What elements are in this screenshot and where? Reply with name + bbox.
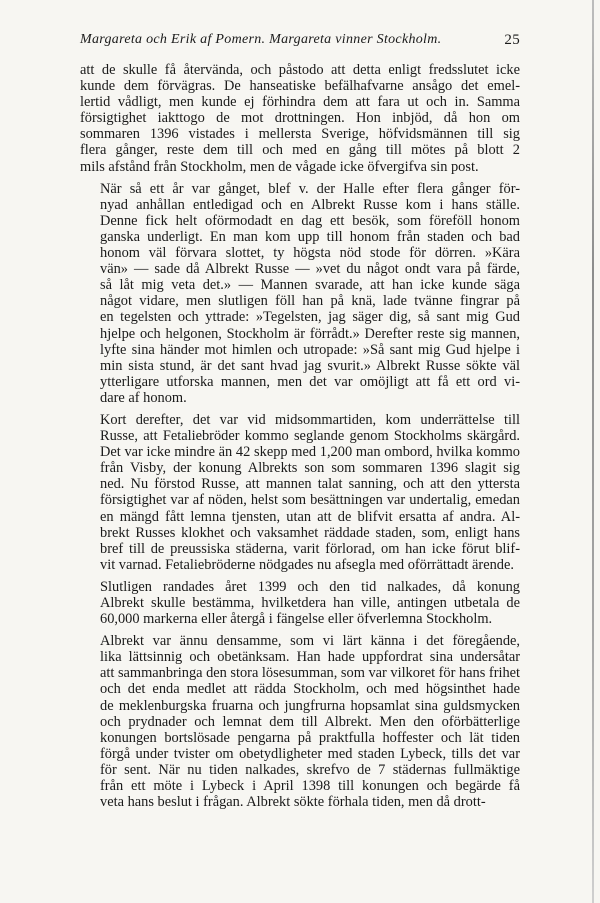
- text-line: förgå under tvister om obetydligheter med staden Lybeck, tills det var: [100, 745, 520, 762]
- text-line: Albrekt var ännu densamme, som vi lärt känna i det föregående,: [100, 633, 520, 650]
- running-title: Margareta och Erik af Pomern. Margareta vinner Stockholm.: [80, 32, 442, 47]
- paragraph: [80, 633, 520, 810]
- text-line: sommaren 1396 vistades i mellersta Sverige, höfvidsmännen till sig: [80, 126, 520, 143]
- text-line: vän» — sade då Albrekt Russe — »vet du något ondt vara på färde,: [100, 261, 520, 278]
- paragraph: [80, 412, 520, 573]
- text-line: Kort derefter, det var vid midsommartiden, kom underrättelse till: [100, 411, 520, 428]
- text-line: honom väl förvara slottet, ty högsta nöd stode för dörren. »Kära: [100, 245, 520, 262]
- text-line: kunde dem förvägras. De hanseatiske befälhafvarne ansågo det emel-: [80, 78, 520, 95]
- text-line: och det enda medlet att rädda Stockholm, och med högsinthet hade: [100, 681, 520, 698]
- text-line: hjelpe och helgonen, Stockholm är förrådt.» Derefter reste sig mannen,: [100, 325, 520, 342]
- text-line: ned. Nu förstod Russe, att mannen talat sanning, och att den yttersta: [100, 476, 520, 493]
- text-line: Albrekt skulle bestämma, hvilketdera han ville, antingen utbetala de: [100, 595, 520, 611]
- text-line: ganska underligt. En man kom upp till honom från staden och bad: [100, 228, 520, 245]
- text-line: en tegelsten och yttrade: »Tegelsten, jag säger dig, så sant mig Gud: [100, 309, 520, 326]
- body-text: [80, 62, 520, 816]
- text-line: nyad anhållan entledigad och en Albrekt Russe kom i hans ställe.: [100, 196, 520, 213]
- text-line: lika lättsinnig och obetänksam. Han hade uppfordrat sina undersåtar: [100, 649, 520, 666]
- text-line: Det var icke mindre än 42 skepp med 1,200 man ombord, hvilka kommo: [100, 444, 520, 461]
- text-line: Denne fick helt oförmodadt en dag ett besök, som föreföll honom: [100, 212, 520, 229]
- text-line: något vidare, men slutligen föll han på knä, lade tvänne fingrar på: [100, 293, 520, 310]
- text-line: försigtighet var af nöden, helst som besättningen var undertalig, emedan: [100, 492, 520, 509]
- text-line: försigtighet iakttogo de mot drottningen. Hon inbjöd, då hon om: [80, 110, 520, 127]
- text-line: att de skulle få återvända, och påstodo att detta enligt fredsslutet icke: [80, 62, 520, 78]
- text-line: ytterligare utforska mannen, men det var omöjligt att få ett ord vi-: [100, 373, 520, 390]
- page-header: [80, 32, 520, 52]
- text-line: bref till de preussiska städerna, varit förlorad, om han icke förut blif-: [100, 540, 520, 557]
- text-line: för sent. När nu tiden nalkades, skrefvo de 7 städernas fullmäktige: [100, 761, 520, 778]
- text-line: min sista stund, är det sant hvad jag svurit.» Albrekt Russe sökte väl: [100, 357, 520, 374]
- text-line: brekt Russes klokhet och vaksamhet räddade staden, som, enligt hans: [100, 524, 520, 541]
- text-line: lyfte sina händer mot himlen och utropade: »Så sant mig Gud hjelpe i: [100, 341, 520, 358]
- text-line: och prydnader och lemnat dem till Albrekt. Men den oförbätterlige: [100, 713, 520, 730]
- text-line: lertid vådligt, men kunde ej förhindra dem att fara ut och in. Samma: [80, 94, 520, 111]
- text-line: Russe, att Fetaliebröder kommo seglande genom Stockholms skärgård.: [100, 428, 520, 445]
- paragraph: [80, 181, 520, 406]
- paragraph: [80, 579, 520, 627]
- text-line: När så ett år var gånget, blef v. der Halle efter flera gånger för-: [100, 180, 520, 197]
- text-line: veta hans beslut i frågan. Albrekt sökte förhala tiden, men då drott-: [100, 794, 486, 811]
- text-line: de meklenburgska fruarna och jungfrurna hopsamlat sina guldsmycken: [100, 697, 520, 714]
- text-line: Slutligen randades året 1399 och den tid nalkades, då konung: [100, 578, 520, 595]
- page-edge-shadow: [592, 0, 594, 903]
- paragraph: [80, 62, 520, 175]
- text-line: konungen bortslösade pengarna på praktfulla hoffester och lät tiden: [100, 729, 520, 746]
- text-line: dare af honom.: [100, 389, 187, 406]
- text-line: vit varnad. Fetaliebröderne nödgades nu afsegla med oförrättadt ärende.: [100, 556, 514, 573]
- text-line: 60,000 markerna eller återgå i fängelse eller öfverlemna Stockholm.: [100, 611, 493, 628]
- text-line: att sammanbringa den stora lösesumman, som var vilkoret för hans frihet: [100, 665, 520, 682]
- text-line: från ett möte i Lybeck i April 1398 till konungen och begärde få: [100, 778, 520, 795]
- text-line: mils afstånd från Stockholm, men de vågade icke öfvergifva sin post.: [80, 158, 479, 175]
- page-number: 25: [504, 32, 520, 48]
- text-line: en mängd fått lemna tjensten, utan att de blifvit ersatta af andra. Al-: [100, 508, 520, 525]
- text-line: från Visby, der konung Albrekts son som sommaren 1396 slagit sig: [100, 460, 520, 477]
- text-line: flera gånger, reste dem till och med en gång till mötes på blott 2: [80, 142, 520, 159]
- text-line: så låt mig veta det.» — Mannen svarade, att han icke kunde säga: [100, 277, 520, 294]
